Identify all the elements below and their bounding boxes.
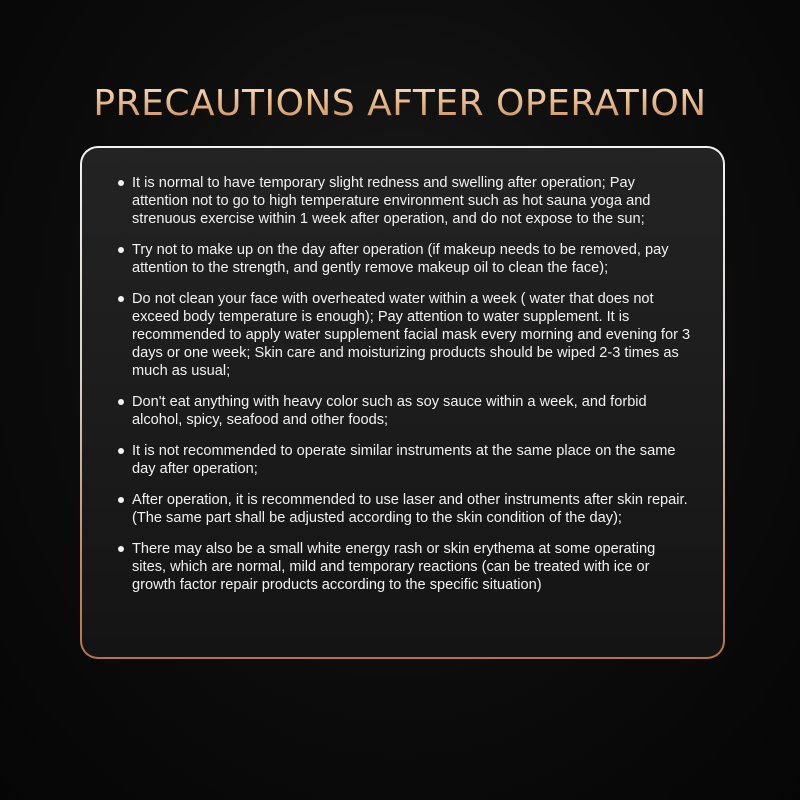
bullet-icon xyxy=(118,247,124,253)
page-title: PRECAUTIONS AFTER OPERATION xyxy=(0,80,800,128)
list-item xyxy=(118,491,693,527)
list-item xyxy=(118,174,693,228)
bullet-icon xyxy=(118,296,124,302)
precautions-card xyxy=(80,146,725,659)
bullet-icon xyxy=(118,546,124,552)
precautions-card-body xyxy=(82,148,723,657)
list-item-text: After operation, it is recommended to use laser and other instruments after skin repair. (The same part shall be adjusted according to the skin condition of the day); xyxy=(132,492,688,526)
bullet-icon xyxy=(118,180,124,186)
list-item-text: Do not clean your face with overheated water within a week ( water that does not exceed body temperature is enough); Pay attention to water supplement. It is recommended to apply water supplement facial mask every morning and evening for 3 days or one week; Skin care and moisturizing products should be wiped 2-3 times as much as usual; xyxy=(132,291,691,379)
list-item-text: Don't eat anything with heavy color such as soy sauce within a week, and forbid alcohol, spicy, seafood and other foods; xyxy=(132,394,647,428)
list-item-text: There may also be a small white energy rash or skin erythema at some operating sites, which are normal, mild and temporary reactions (can be treated with ice or growth factor repair products according to the specific situation) xyxy=(132,541,656,593)
bullet-icon xyxy=(118,448,124,454)
list-item xyxy=(118,290,693,380)
list-item-text: It is not recommended to operate similar instruments at the same place on the same day after operation; xyxy=(132,443,676,477)
bullet-icon xyxy=(118,497,124,503)
list-item xyxy=(118,241,693,277)
list-item-text: It is normal to have temporary slight redness and swelling after operation; Pay attention not to go to high temperature environment such as hot sauna yoga and strenuous exercise within 1 week after operation, and do not expose to the sun; xyxy=(132,175,651,227)
precautions-list xyxy=(118,174,693,594)
list-item xyxy=(118,393,693,429)
list-item xyxy=(118,540,693,594)
list-item-text: Try not to make up on the day after operation (if makeup needs to be removed, pay attention to the strength, and gently remove makeup oil to clean the face); xyxy=(132,242,669,276)
list-item xyxy=(118,442,693,478)
bullet-icon xyxy=(118,399,124,405)
